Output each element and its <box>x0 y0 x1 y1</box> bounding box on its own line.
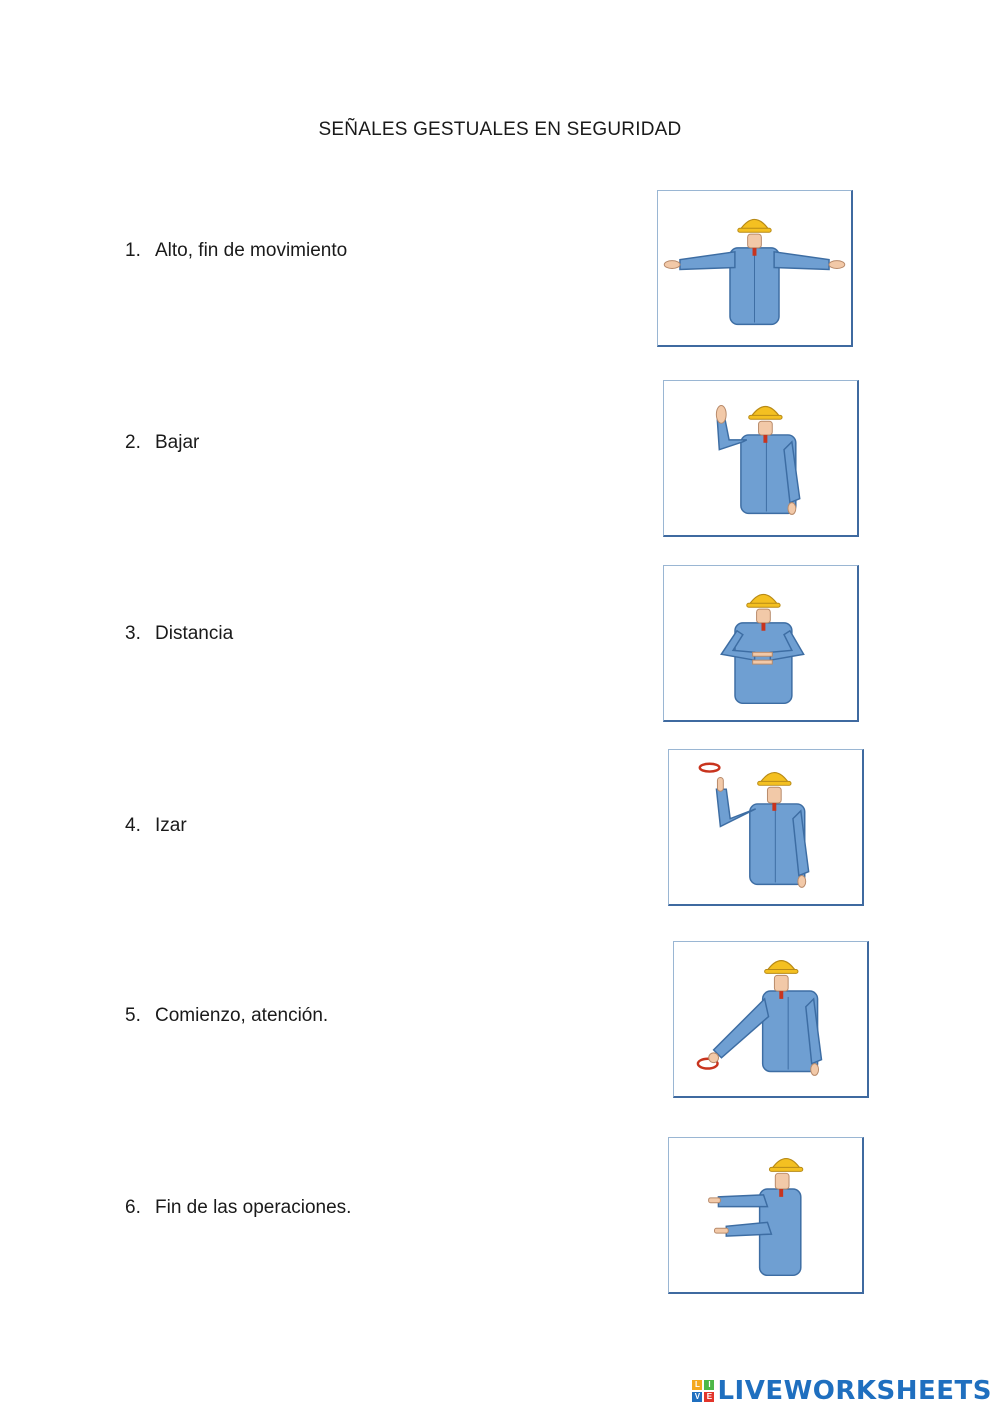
item-label: Comienzo, atención. <box>155 1005 329 1026</box>
logo-mark-letter: L <box>692 1380 702 1390</box>
item-label: Bajar <box>155 432 200 453</box>
page-title: SEÑALES GESTUALES EN SEGURIDAD <box>318 119 682 140</box>
list-item <box>125 1197 351 1219</box>
signal-image-start <box>673 941 869 1098</box>
list-item <box>125 623 233 645</box>
worker-hand-raised-illustration <box>664 381 857 535</box>
item-number: 1. <box>125 240 141 261</box>
signal-image-distance <box>663 565 859 722</box>
item-number: 3. <box>125 623 141 644</box>
worker-arms-forward-illustration <box>669 1138 862 1292</box>
liveworksheets-logo <box>692 1375 992 1407</box>
item-number: 4. <box>125 815 141 836</box>
worker-arm-down-circling-illustration <box>674 942 867 1096</box>
item-number: 2. <box>125 432 141 453</box>
worker-hands-together-illustration <box>664 566 857 720</box>
list-item <box>125 240 347 262</box>
logo-text: LIVEWORKSHEETS <box>717 1376 992 1406</box>
logo-mark-letter: E <box>704 1392 714 1402</box>
item-label: Izar <box>155 815 187 836</box>
item-number: 5. <box>125 1005 141 1026</box>
worker-finger-circling-up-illustration <box>669 750 862 904</box>
worker-arms-sideways-illustration <box>658 191 851 345</box>
item-label: Fin de las operaciones. <box>155 1197 352 1218</box>
item-label: Distancia <box>155 623 234 644</box>
signal-image-hoist <box>668 749 864 906</box>
list-item <box>125 432 199 454</box>
logo-mark-letter: V <box>692 1392 702 1402</box>
item-label: Alto, fin de movimiento <box>155 240 348 261</box>
item-number: 6. <box>125 1197 141 1218</box>
logo-mark-icon <box>692 1380 714 1402</box>
signal-image-lower <box>663 380 859 537</box>
signal-image-end-operations <box>668 1137 864 1294</box>
list-item <box>125 815 187 837</box>
signal-image-stop <box>657 190 853 347</box>
logo-mark-letter: I <box>704 1380 714 1390</box>
list-item <box>125 1005 328 1027</box>
